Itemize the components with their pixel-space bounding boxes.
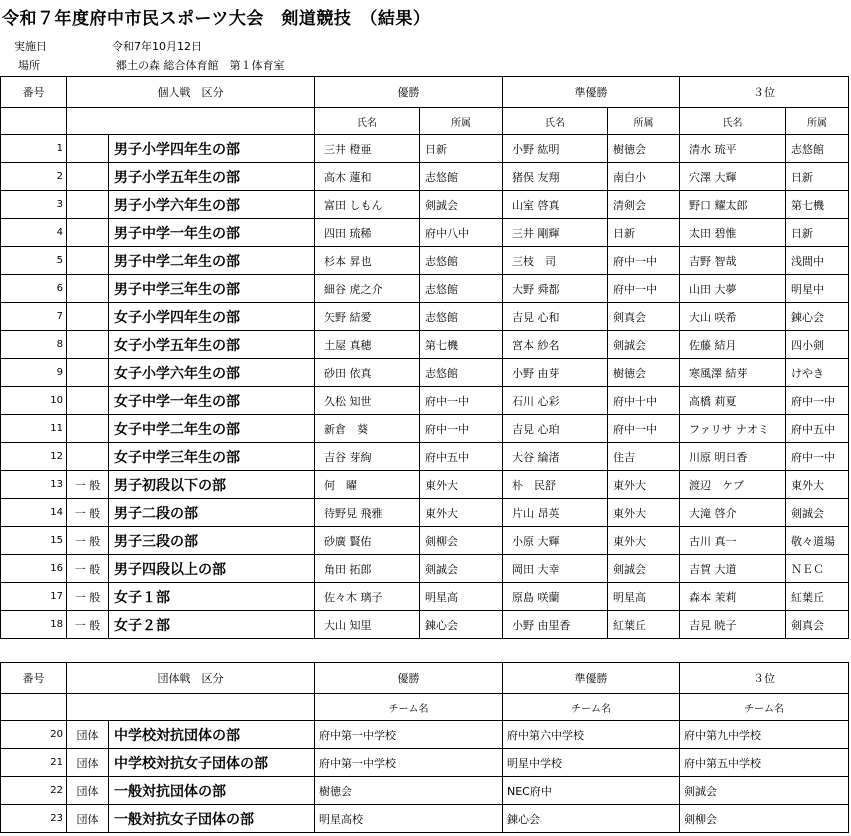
row-category: 女子小学四年生の部 [109,303,315,331]
row-category: 中学校対抗女子団体の部 [109,749,315,777]
runner-up-name: 片山 昂英 [503,499,608,527]
row-category: 女子小学六年生の部 [109,359,315,387]
third-place-name: 森本 茉莉 [680,583,786,611]
winner-affiliation: 府中一中 [420,387,503,415]
runner-up-name: 三井 剛輝 [503,219,608,247]
row-number: 22 [1,777,67,805]
third-place-name: 清水 琉平 [680,135,786,163]
row-class: 団体 [67,721,109,749]
runner-up-name: 朴 民舒 [503,471,608,499]
runner-up-affiliation: 剣誠会 [608,555,680,583]
table-row [1,471,849,499]
subheader-name: 氏名 [680,108,786,135]
table-row [1,777,849,805]
third-place-affiliation: ＮＥＣ [786,555,849,583]
row-class: 一 般 [67,471,109,499]
winner-affiliation: 剣誠会 [420,555,503,583]
winner-affiliation: 志悠館 [420,275,503,303]
winner-name: 砂田 依真 [315,359,420,387]
row-number: 13 [1,471,67,499]
runner-up-team: 錬心会 [503,805,680,833]
header-third: ３位 [680,663,849,694]
row-number: 8 [1,331,67,359]
runner-up-name: 小野 由芽 [503,359,608,387]
table-row [1,749,849,777]
page-title: 令和７年度府中市民スポーツ大会 剣道競技 （結果） [2,9,431,29]
runner-up-team: NEC府中 [503,777,680,805]
row-class: 一 般 [67,555,109,583]
third-place-affiliation: 第七機 [786,191,849,219]
third-place-name: 太田 碧惟 [680,219,786,247]
runner-up-affiliation: 清剣会 [608,191,680,219]
row-number: 17 [1,583,67,611]
third-place-affiliation: 敬々道場 [786,527,849,555]
runner-up-name: 猪俣 友翔 [503,163,608,191]
row-class: 一 般 [67,611,109,639]
row-number: 3 [1,191,67,219]
third-place-name: 古川 真一 [680,527,786,555]
subheader-team-name: チーム名 [503,694,680,721]
row-category: 男子中学三年生の部 [109,275,315,303]
subheader-empty [1,108,67,135]
subheader-name: 氏名 [315,108,420,135]
runner-up-name: 大野 舜都 [503,275,608,303]
winner-affiliation: 錬心会 [420,611,503,639]
row-category: 男子初段以下の部 [109,471,315,499]
third-place-affiliation: 剣誠会 [786,499,849,527]
table-row [1,555,849,583]
winner-name: 吉谷 芽絢 [315,443,420,471]
row-number: 11 [1,415,67,443]
subheader-name: 氏名 [503,108,608,135]
runner-up-affiliation: 東外大 [608,499,680,527]
subheader-affiliation: 所属 [420,108,503,135]
row-class [67,331,109,359]
third-place-affiliation: 浅間中 [786,247,849,275]
row-category: 男子中学二年生の部 [109,247,315,275]
row-class: 団体 [67,777,109,805]
table-row [1,191,849,219]
row-number: 10 [1,387,67,415]
row-category: 男子小学四年生の部 [109,135,315,163]
runner-up-name: 小野 紘明 [503,135,608,163]
runner-up-name: 岡田 大幸 [503,555,608,583]
runner-up-affiliation: 明星高 [608,583,680,611]
header-category: 団体戦 区分 [67,663,315,694]
row-category: 女子小学五年生の部 [109,331,315,359]
winner-name: 待野見 飛雅 [315,499,420,527]
third-place-affiliation: 府中五中 [786,415,849,443]
row-class [67,303,109,331]
runner-up-name: 小原 大輝 [503,527,608,555]
table-row [1,247,849,275]
row-class: 一 般 [67,583,109,611]
winner-name: 四田 琉稀 [315,219,420,247]
row-number: 21 [1,749,67,777]
third-place-affiliation: 紅葉丘 [786,583,849,611]
row-category: 男子小学六年生の部 [109,191,315,219]
header-category: 個人戦 区分 [67,77,315,108]
table-row [1,805,849,833]
row-number: 20 [1,721,67,749]
subheader-empty [67,108,315,135]
row-class [67,443,109,471]
table-row [1,163,849,191]
third-place-name: 吉野 智哉 [680,247,786,275]
table-row [1,415,849,443]
third-place-team: 剣誠会 [680,777,849,805]
header-first: 優勝 [315,77,503,108]
winner-affiliation: 日新 [420,135,503,163]
third-place-affiliation: 府中一中 [786,387,849,415]
individual-header-row [1,77,849,108]
table-row [1,611,849,639]
third-place-affiliation: 日新 [786,219,849,247]
runner-up-name: 石川 心彩 [503,387,608,415]
winner-name: 富田 しもん [315,191,420,219]
winner-affiliation: 府中八中 [420,219,503,247]
row-category: 男子中学一年生の部 [109,219,315,247]
runner-up-name: 三枝 司 [503,247,608,275]
winner-name: 佐々木 璃子 [315,583,420,611]
table-row [1,387,849,415]
runner-up-affiliation: 東外大 [608,527,680,555]
row-number: 12 [1,443,67,471]
place-value: 郷土の森 総合体育館 第１体育室 [116,59,285,72]
subheader-empty [1,694,67,721]
row-class [67,247,109,275]
third-place-affiliation: 四小剣 [786,331,849,359]
third-place-name: 吉賀 大道 [680,555,786,583]
subheader-affiliation: 所属 [786,108,849,135]
winner-affiliation: 明星高 [420,583,503,611]
team-header-row [1,663,849,694]
header-number: 番号 [1,77,67,108]
row-category: 一般対抗女子団体の部 [109,805,315,833]
third-place-name: 山田 大夢 [680,275,786,303]
header-third: ３位 [680,77,849,108]
winner-affiliation: 第七機 [420,331,503,359]
runner-up-name: 宮本 紗名 [503,331,608,359]
row-category: 男子小学五年生の部 [109,163,315,191]
winner-affiliation: 志悠館 [420,303,503,331]
header-first: 優勝 [315,663,503,694]
runner-up-affiliation: 樹徳会 [608,135,680,163]
third-place-team: 剣柳会 [680,805,849,833]
runner-up-affiliation: 東外大 [608,471,680,499]
runner-up-affiliation: 府中一中 [608,415,680,443]
subheader-affiliation: 所属 [608,108,680,135]
third-place-name: 渡辺 ケブ [680,471,786,499]
subheader-empty [67,694,315,721]
row-category: 男子二段の部 [109,499,315,527]
place-label: 場所 [18,59,40,72]
row-class: 団体 [67,749,109,777]
table-row [1,443,849,471]
row-number: 16 [1,555,67,583]
row-number: 18 [1,611,67,639]
row-class [67,135,109,163]
row-number: 1 [1,135,67,163]
runner-up-affiliation: 府中十中 [608,387,680,415]
row-number: 9 [1,359,67,387]
third-place-name: ファリサ ナオミ [680,415,786,443]
winner-name: 砂廣 賢佑 [315,527,420,555]
table-row [1,583,849,611]
subheader-team-name: チーム名 [315,694,503,721]
winner-affiliation: 剣柳会 [420,527,503,555]
runner-up-name: 原島 咲蘭 [503,583,608,611]
winner-team: 府中第一中学校 [315,749,503,777]
table-row [1,275,849,303]
row-class: 一 般 [67,527,109,555]
row-category: 中学校対抗団体の部 [109,721,315,749]
third-place-affiliation: 東外大 [786,471,849,499]
row-class: 団体 [67,805,109,833]
row-class [67,415,109,443]
table-row [1,721,849,749]
runner-up-name: 大谷 綸渚 [503,443,608,471]
runner-up-affiliation: 日新 [608,219,680,247]
table-row [1,499,849,527]
date-value: 令和7年10月12日 [112,40,202,53]
winner-name: 角田 拓郎 [315,555,420,583]
row-class [67,359,109,387]
row-number: 7 [1,303,67,331]
table-row [1,219,849,247]
row-number: 15 [1,527,67,555]
runner-up-name: 小野 由里香 [503,611,608,639]
row-class [67,219,109,247]
winner-affiliation: 府中五中 [420,443,503,471]
row-number: 6 [1,275,67,303]
winner-name: 大山 知里 [315,611,420,639]
row-category: 女子中学三年生の部 [109,443,315,471]
team-subheader-row [1,694,849,721]
winner-affiliation: 志悠館 [420,163,503,191]
header-second: 準優勝 [503,663,680,694]
runner-up-name: 吉見 心和 [503,303,608,331]
third-place-name: 寒風澤 結芽 [680,359,786,387]
row-category: 一般対抗団体の部 [109,777,315,805]
individual-results-table [0,76,849,639]
third-place-affiliation: 志悠館 [786,135,849,163]
winner-team: 府中第一中学校 [315,721,503,749]
winner-affiliation: 府中一中 [420,415,503,443]
winner-name: 矢野 結愛 [315,303,420,331]
third-place-name: 佐藤 結月 [680,331,786,359]
row-class [67,387,109,415]
winner-name: 三井 橙亜 [315,135,420,163]
table-row [1,303,849,331]
runner-up-affiliation: 樹徳会 [608,359,680,387]
winner-name: 土屋 真穂 [315,331,420,359]
team-results-table [0,662,849,833]
third-place-name: 吉見 暁子 [680,611,786,639]
row-category: 女子１部 [109,583,315,611]
row-category: 女子中学一年生の部 [109,387,315,415]
third-place-name: 川原 明日香 [680,443,786,471]
runner-up-affiliation: 府中一中 [608,275,680,303]
row-class [67,191,109,219]
runner-up-affiliation: 紅葉丘 [608,611,680,639]
date-label: 実施日 [14,40,47,53]
winner-affiliation: 東外大 [420,499,503,527]
header-number: 番号 [1,663,67,694]
third-place-affiliation: 明星中 [786,275,849,303]
row-number: 5 [1,247,67,275]
winner-name: 新倉 葵 [315,415,420,443]
third-place-affiliation: 府中一中 [786,443,849,471]
winner-affiliation: 東外大 [420,471,503,499]
subheader-team-name: チーム名 [680,694,849,721]
row-category: 女子中学二年生の部 [109,415,315,443]
table-row [1,527,849,555]
winner-affiliation: 剣誠会 [420,191,503,219]
winner-name: 杉本 昇也 [315,247,420,275]
table-row [1,135,849,163]
third-place-team: 府中第五中学校 [680,749,849,777]
winner-name: 久松 知世 [315,387,420,415]
individual-subheader-row [1,108,849,135]
third-place-name: 野口 耀太郎 [680,191,786,219]
third-place-affiliation: けやき [786,359,849,387]
runner-up-affiliation: 南白小 [608,163,680,191]
row-category: 男子三段の部 [109,527,315,555]
table-row [1,359,849,387]
third-place-team: 府中第九中学校 [680,721,849,749]
winner-affiliation: 志悠館 [420,247,503,275]
runner-up-affiliation: 府中一中 [608,247,680,275]
runner-up-affiliation: 剣真会 [608,303,680,331]
winner-team: 明星高校 [315,805,503,833]
table-row [1,331,849,359]
third-place-name: 高橋 莉夏 [680,387,786,415]
winner-team: 樹徳会 [315,777,503,805]
winner-affiliation: 志悠館 [420,359,503,387]
runner-up-name: 山室 啓真 [503,191,608,219]
row-number: 14 [1,499,67,527]
runner-up-name: 吉見 心珀 [503,415,608,443]
row-class [67,163,109,191]
row-number: 23 [1,805,67,833]
header-second: 準優勝 [503,77,680,108]
winner-name: 高木 蓮和 [315,163,420,191]
runner-up-team: 明星中学校 [503,749,680,777]
runner-up-affiliation: 剣誠会 [608,331,680,359]
third-place-name: 大滝 啓介 [680,499,786,527]
row-number: 2 [1,163,67,191]
row-number: 4 [1,219,67,247]
row-category: 女子２部 [109,611,315,639]
row-category: 男子四段以上の部 [109,555,315,583]
third-place-affiliation: 日新 [786,163,849,191]
runner-up-affiliation: 住吉 [608,443,680,471]
third-place-name: 大山 咲希 [680,303,786,331]
third-place-affiliation: 錬心会 [786,303,849,331]
winner-name: 何 曜 [315,471,420,499]
third-place-affiliation: 剣真会 [786,611,849,639]
winner-name: 細谷 虎之介 [315,275,420,303]
row-class [67,275,109,303]
runner-up-team: 府中第六中学校 [503,721,680,749]
third-place-name: 穴澤 大輝 [680,163,786,191]
row-class: 一 般 [67,499,109,527]
